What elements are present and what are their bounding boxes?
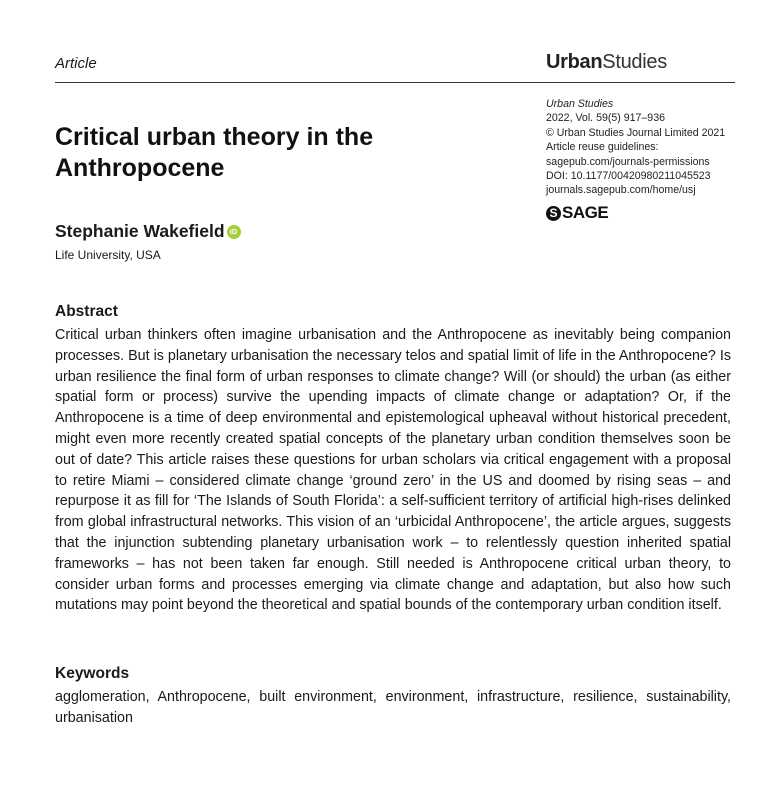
author-affiliation: Life University, USA: [55, 248, 161, 262]
header-divider: [55, 82, 735, 83]
article-type-label: Article: [55, 55, 97, 72]
journal-logo-urban: Urban: [546, 51, 603, 73]
orcid-icon[interactable]: iD: [227, 225, 241, 239]
meta-reuse-link[interactable]: sagepub.com/journals-permissions: [546, 155, 710, 168]
meta-copyright: © Urban Studies Journal Limited 2021: [546, 126, 726, 139]
author-name: Stephanie Wakefield: [55, 221, 225, 241]
abstract-heading: Abstract: [55, 303, 118, 320]
sage-logo: [546, 203, 608, 223]
meta-reuse-label: Article reuse guidelines:: [546, 141, 659, 154]
sage-wordmark: SAGE: [562, 203, 609, 222]
author-line: [55, 221, 241, 242]
abstract-text: Critical urban thinkers often imagine urbanisation and the Anthropocene as inevitably being companion processes. But is planetary urbanisation the necessary telos and spatial limit of life in the Anthropocene? Is urban resilience the final form of urban responses to climate change? Will (or should) the urban (as either spatial form or process) survive the upending impacts of climate change or adaptation? Or, if the Anthropocene is a time of deep environmental and epistemological upheaval without historical precedent, might even more recently created spatial concepts of the planetary urban condition themselves soon be out of date? This article raises these questions for urban scholars via critical engagement with a proposal to retire Miami – considered climate change ‘ground zero’ in the US and doomed by rising seas – and repurpose it as fill for ‘The Islands of South Florida’: a self-sufficient territory of artificial high-rises delinked from global infrastructural networks. This vision of an ‘urbicidal Anthropocene’, the article argues, suggests that the injunction subtending planetary urbanisation work – to relentlessly question inherited spatial frameworks – has not been taken far enough. Still needed is Anthropocene critical urban theory, to consider urban forms and processes emerging via climate change and adaptation, but also how such mutations may point beyond the theoretical and spatial bounds of the contemporary urban condition itself.: [55, 327, 731, 614]
sage-s-icon: S: [546, 206, 561, 221]
publication-meta: [546, 97, 725, 198]
article-title: Critical urban theory in the Anthropocene: [55, 123, 374, 182]
journal-logo: [546, 51, 667, 74]
meta-doi[interactable]: DOI: 10.1177/00420980211045523: [546, 170, 711, 183]
meta-journal-name: Urban Studies: [546, 98, 614, 110]
journal-logo-studies: Studies: [602, 51, 667, 73]
keywords-heading: Keywords: [55, 665, 130, 682]
keywords-text: agglomeration, Anthropocene, built environment, environment, infrastructure, resilience, sustainability, urbanisation: [55, 689, 731, 726]
meta-volume: 2022, Vol. 59(5) 917–936: [546, 112, 665, 125]
meta-journal-url[interactable]: journals.sagepub.com/home/usj: [546, 184, 696, 197]
